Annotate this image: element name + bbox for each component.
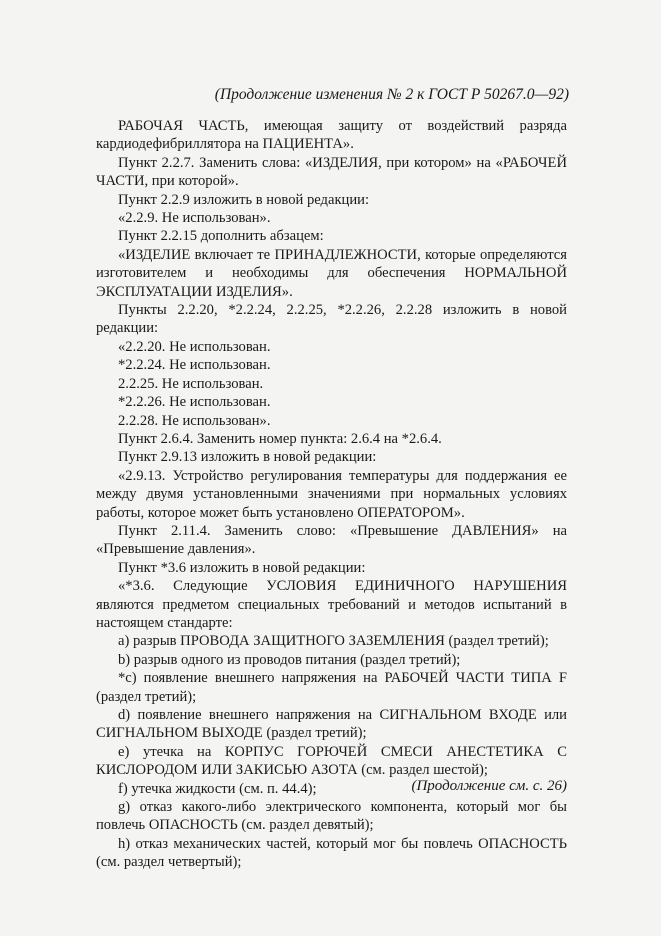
paragraph: 2.2.28. Не использован». [118, 412, 271, 429]
paragraph: b) разрыв одного из проводов питания (раздел третий); [118, 651, 461, 668]
paragraph: *c) появление внешнего напряжения на РАБОЧЕЙ ЧАСТИ ТИПА F (раздел третий); [96, 670, 567, 705]
paragraph: «2.9.13. Устройство регулирования температуры для поддержания ее между двумя установленными значениями при нормальных условиях работы, которое может быть установлено ОПЕРАТОРОМ». [96, 467, 567, 521]
paragraph: Пункт 2.2.15 дополнить абзацем: [118, 228, 324, 245]
paragraph: d) появление внешнего напряжения на СИГНАЛЬНОМ ВХОДЕ или СИГНАЛЬНОМ ВЫХОДЕ (раздел третий); [96, 707, 567, 742]
paragraph: «2.2.20. Не использован. [118, 338, 271, 355]
paragraph: Пункт *3.6 изложить в новой редакции: [118, 559, 366, 576]
paragraph: *2.2.26. Не использован. [118, 394, 271, 411]
paragraph: f) утечка жидкости (см. п. 44.4); [118, 780, 317, 797]
paragraph: Пункты 2.2.20, *2.2.24, 2.2.25, *2.2.26, 2.2.28 изложить в новой редакции: [96, 302, 567, 337]
page-header: (Продолжение изменения № 2 к ГОСТ Р 50267.0—92) [214, 86, 569, 103]
paragraph: «ИЗДЕЛИЕ включает те ПРИНАДЛЕЖНОСТИ, которые определяются изготовителем и необходимы для обеспечения НОРМАЛЬНОЙ ЭКСПЛУАТАЦИИ ИЗДЕЛИЯ». [96, 246, 567, 300]
paragraph: Пункт 2.6.4. Заменить номер пункта: 2.6.4 на *2.6.4. [118, 430, 442, 447]
paragraph: h) отказ механических частей, который мог бы повлечь ОПАСНОСТЬ (см. раздел четвертый); [96, 835, 567, 871]
paragraph: РАБОЧАЯ ЧАСТЬ, имеющая защиту от воздействий разряда кардиодефибриллятора на ПАЦИЕНТА». [96, 118, 567, 153]
paragraph: а) разрыв ПРОВОДА ЗАЩИТНОГО ЗАЗЕМЛЕНИЯ (раздел третий); [118, 633, 549, 650]
paragraph: *2.2.24. Не использован. [118, 357, 271, 374]
document-body [96, 117, 567, 872]
paragraph: e) утечка на КОРПУС ГОРЮЧЕЙ СМЕСИ АНЕСТЕТИКА С КИСЛОРОДОМ ИЛИ ЗАКИСЬЮ АЗОТА (см. раздел шестой); [96, 743, 567, 779]
paragraph: Пункт 2.9.13 изложить в новой редакции: [118, 449, 377, 466]
paragraph: g) отказ какого-либо электрического компонента, который мог бы повлечь ОПАСНОСТЬ (см. раздел девятый); [96, 799, 567, 834]
paragraph: Пункт 2.2.7. Заменить слова: «ИЗДЕЛИЯ, при котором» на «РАБОЧЕЙ ЧАСТИ, при которой». [96, 154, 567, 190]
paragraph: Пункт 2.11.4. Заменить слово: «Превышение ДАВЛЕНИЯ» на «Превышение давления». [96, 522, 567, 558]
paragraph: Пункт 2.2.9 изложить в новой редакции: [118, 191, 370, 208]
page-footer: (Продолжение см. с. 26) [411, 778, 567, 794]
paragraph: 2.2.25. Не использован. [118, 375, 264, 392]
paragraph: «2.2.9. Не использован». [118, 210, 271, 227]
paragraph: «*3.6. Следующие УСЛОВИЯ ЕДИНИЧНОГО НАРУШЕНИЯ являются предметом специальных требований и методов испытаний в настоящем стандарте: [96, 578, 567, 631]
